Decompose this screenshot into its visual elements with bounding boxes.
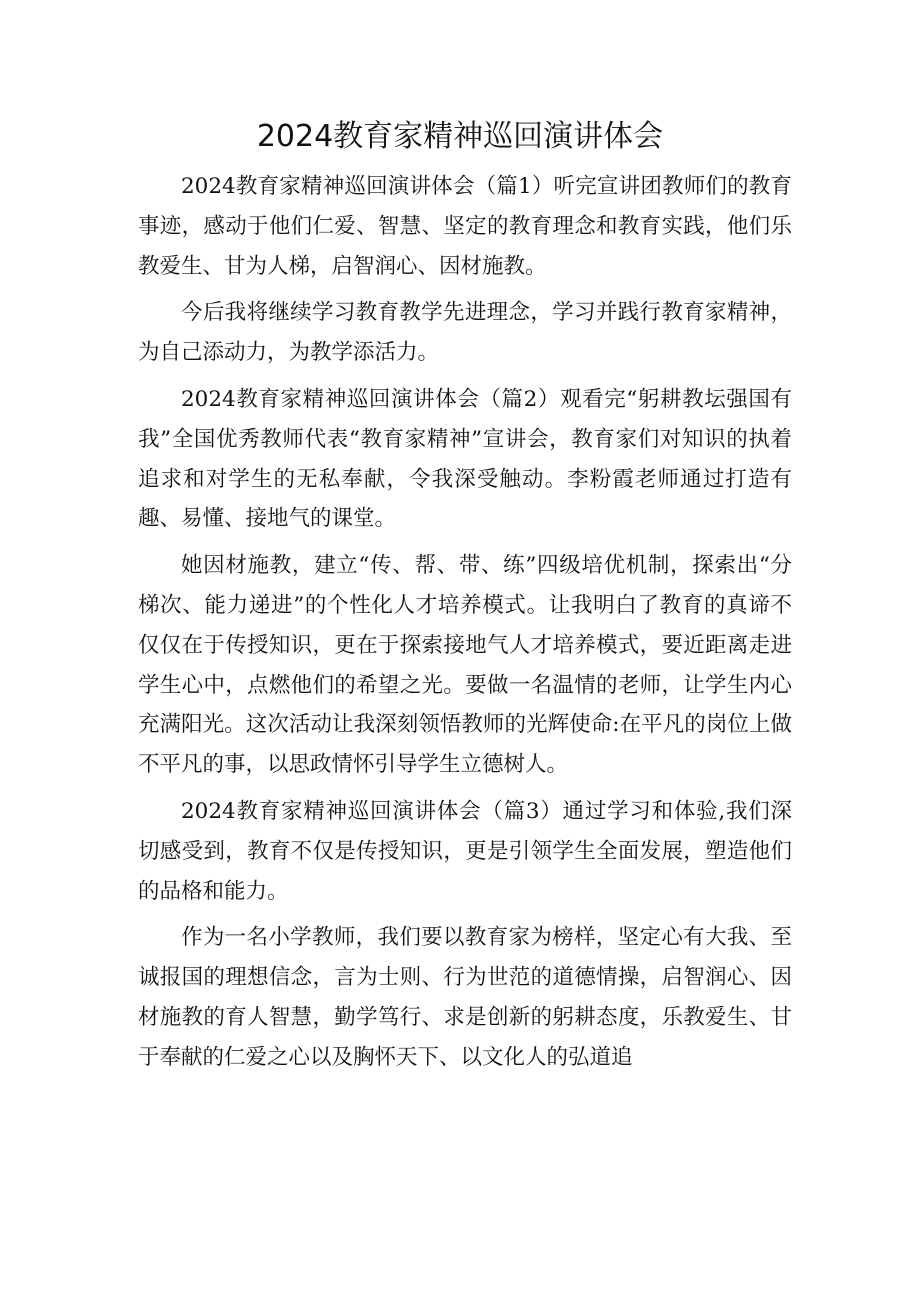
paragraph-5: 2024教育家精神巡回演讲体会（篇3）通过学习和体验,我们深切感受到，教育不仅是传授知识，更是引领学生全面发展，塑造他们的品格和能力。	[138, 798, 792, 904]
paragraph-4: 她因材施教，建立“传、帮、带、练”四级培优机制，探索出“分梯次、能力递进”的个性化人才培养模式。让我明白了教育的真谛不仅仅在于传授知识，更在于探索接地气人才培养模式，要近距离走进学生心中，点燃他们的希望之光。要做一名温情的老师，让学生内心充满阳光。这次活动让我深刻领悟教师的光辉使命:在平凡的岗位上做不平凡的事，以思政情怀引导学生立德树人。	[138, 553, 792, 778]
document-title: 2024教育家精神巡回演讲体会	[256, 119, 664, 154]
paragraph-1: 2024教育家精神巡回演讲体会（篇1）听完宣讲团教师们的教育事迹，感动于他们仁爱、智慧、坚定的教育理念和教育实践，他们乐教爱生、甘为人梯，启智润心、因材施教。	[138, 174, 792, 279]
document-body	[138, 167, 792, 1085]
paragraph-2: 今后我将继续学习教育教学先进理念，学习并践行教育家精神，为自己添动力，为教学添活力。	[138, 300, 792, 366]
paragraph-3: 2024教育家精神巡回演讲体会（篇2）观看完“躬耕教坛强国有我”全国优秀教师代表“教育家精神”宣讲会，教育家们对知识的执着追求和对学生的无私奉献，令我深受触动。李粉霞老师通过打造有趣、易懂、接地气的课堂。	[138, 386, 792, 532]
paragraph-6: 作为一名小学教师，我们要以教育家为榜样，坚定心有大我、至诚报国的理想信念，言为士则、行为世范的道德情操，启智润心、因材施教的育人智慧，勤学笃行、求是创新的躬耕态度，乐教爱生、甘于奉献的仁爱之心以及胸怀天下、以文化人的弘道追	[138, 925, 792, 1070]
